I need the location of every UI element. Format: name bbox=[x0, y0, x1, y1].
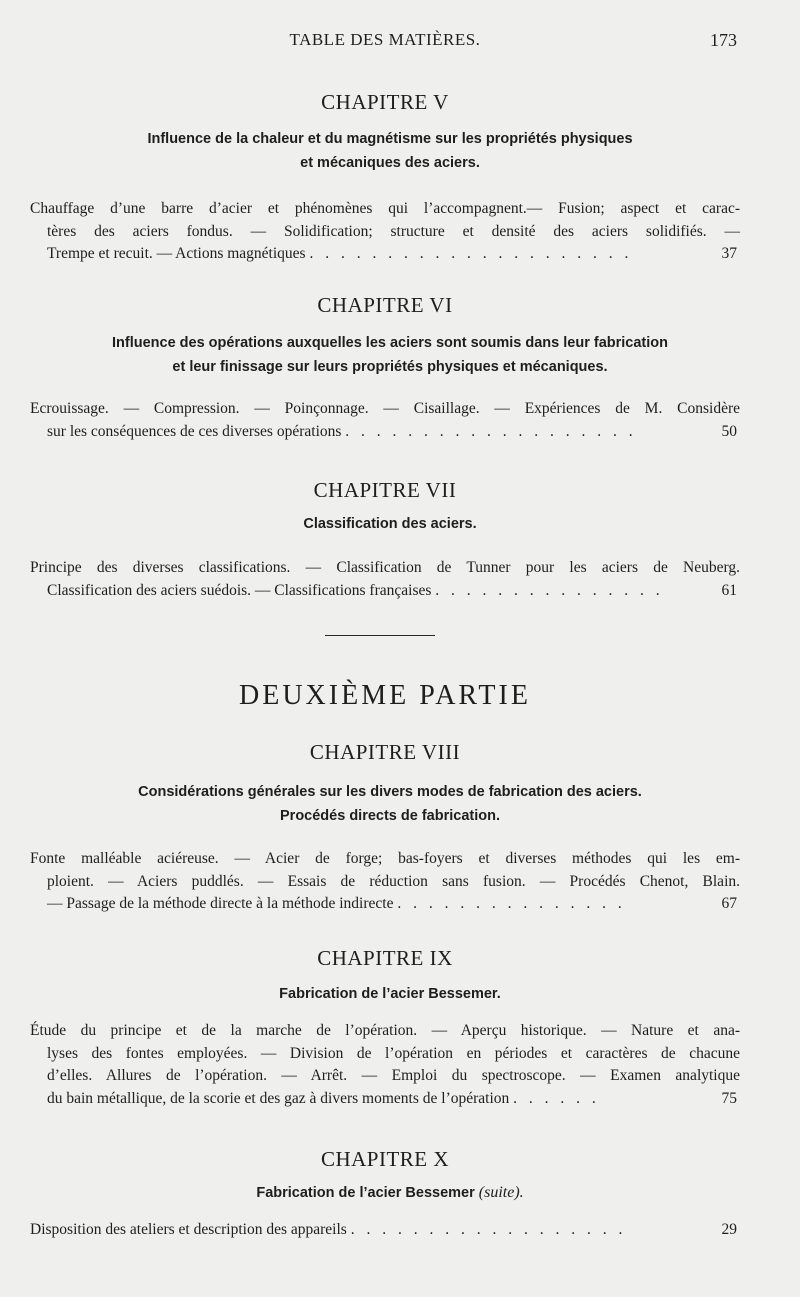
chapter-7-subtitle-line-1: Classification des aciers. bbox=[303, 516, 477, 532]
chapter-5-title: CHAPITRE V bbox=[321, 90, 449, 114]
section-divider bbox=[325, 635, 435, 636]
chapter-8-subtitle bbox=[40, 780, 740, 828]
contents-line: — Passage de la méthode directe à la méthode indirecte bbox=[47, 895, 394, 912]
contents-line-last bbox=[30, 1219, 740, 1242]
chapter-10-subtitle bbox=[40, 1181, 740, 1205]
chapter-5-contents bbox=[30, 198, 740, 266]
contents-line: Étude du principe et de la marche de l’opération. — Aperçu historique. — Nature et ana- bbox=[30, 1022, 740, 1039]
leader-dots: . . . . . . . . . . . . . . . . . . bbox=[350, 1221, 627, 1238]
leader-dots: . . . . . . . . . . . . . . . . . . . bbox=[345, 422, 637, 440]
chapter-5-subtitle bbox=[40, 127, 740, 175]
chapter-6-subtitle bbox=[40, 331, 740, 379]
chapter-7-page-ref: 61 bbox=[721, 581, 737, 599]
contents-line-last bbox=[30, 243, 740, 266]
contents-line: Chauffage d’une barre d’acier et phénomènes qui l’accompagnent.— Fusion; aspect et carac- bbox=[30, 200, 740, 217]
chapter-7-subtitle bbox=[40, 512, 740, 536]
chapter-10-subtitle-suite: (suite). bbox=[478, 1184, 524, 1201]
chapter-8-page-ref: 67 bbox=[721, 895, 737, 912]
leader-dots: . . . . . . . . . . . . . . . bbox=[397, 895, 626, 912]
contents-line: ploient. — Aciers puddlés. — Essais de réduction sans fusion. — Procédés Chenot, Blain. bbox=[47, 872, 740, 890]
contents-line: d’elles. Allures de l’opération. — Arrêt. — Emploi du spectroscope. — Examen analytique bbox=[47, 1067, 740, 1084]
chapter-10-title: CHAPITRE X bbox=[320, 1147, 450, 1171]
contents-line: du bain métallique, de la scorie et des gaz à divers moments de l’opération bbox=[47, 1089, 510, 1107]
contents-line: Fonte malléable aciéreuse. — Acier de forge; bas-foyers et diverses méthodes qui les em- bbox=[30, 850, 740, 867]
running-title: TABLE DES MATIÈRES. bbox=[289, 30, 481, 49]
chapter-8-subtitle-line-1: Considérations générales sur les divers modes de fabrication des aciers. bbox=[138, 784, 642, 800]
chapter-10-contents bbox=[30, 1219, 740, 1242]
chapter-6-page-ref: 50 bbox=[721, 422, 737, 440]
chapter-9-contents bbox=[30, 1020, 740, 1110]
page-number: 173 bbox=[710, 30, 737, 50]
chapter-8-title: CHAPITRE VIII bbox=[309, 740, 461, 764]
chapter-5-subtitle-line-1: Influence de la chaleur et du magnétisme sur les propriétés physiques bbox=[147, 131, 633, 147]
chapter-7-title: CHAPITRE VII bbox=[313, 478, 457, 502]
contents-line: sur les conséquences de ces diverses opérations bbox=[47, 422, 342, 440]
chapter-10-subtitle-text: Fabrication de l’acier Bessemer bbox=[256, 1185, 475, 1201]
part-2-title: DEUXIÈME PARTIE bbox=[239, 680, 531, 711]
chapter-5-subtitle-line-2: et mécaniques des aciers. bbox=[300, 155, 480, 171]
chapter-9-subtitle-line-1: Fabrication de l’acier Bessemer. bbox=[279, 986, 501, 1002]
chapter-10-subtitle-line-1 bbox=[40, 1181, 740, 1205]
contents-line-last bbox=[30, 421, 740, 444]
chapter-5-page-ref: 37 bbox=[721, 245, 737, 262]
chapter-7-contents bbox=[30, 557, 740, 602]
chapter-9-title: CHAPITRE IX bbox=[317, 946, 453, 970]
chapter-9-subtitle bbox=[40, 982, 740, 1006]
chapter-8-subtitle-line-2: Procédés directs de fabrication. bbox=[280, 808, 500, 824]
contents-line: Disposition des ateliers et description des appareils bbox=[30, 1221, 347, 1238]
contents-line-last bbox=[30, 580, 740, 603]
chapter-6-contents bbox=[30, 398, 740, 443]
contents-line: tères des aciers fondus. — Solidification; structure et densité des aciers solidifiés. — bbox=[47, 222, 740, 240]
leader-dots: . . . . . . bbox=[513, 1089, 600, 1107]
chapter-9-page-ref: 75 bbox=[721, 1089, 737, 1107]
contents-line: Principe des diverses classifications. — Classification de Tunner pour les aciers de Neuberg. bbox=[30, 559, 740, 576]
leader-dots: . . . . . . . . . . . . . . . . . . . . . bbox=[309, 245, 633, 262]
chapter-6-subtitle-line-2: et leur finissage sur leurs propriétés physiques et mécaniques. bbox=[172, 359, 608, 375]
contents-line-last bbox=[30, 893, 740, 916]
contents-line: lyses des fontes employées. — Division de l’opération en périodes et caractères de chacune bbox=[47, 1044, 740, 1062]
contents-line: Ecrouissage. — Compression. — Poinçonnage. — Cisaillage. — Expériences de M. Considère bbox=[30, 400, 740, 417]
leader-dots: . . . . . . . . . . . . . . . bbox=[435, 581, 664, 599]
chapter-10-page-ref: 29 bbox=[721, 1221, 737, 1238]
contents-line: Classification des aciers suédois. — Classifications françaises bbox=[47, 581, 432, 599]
chapter-6-subtitle-line-1: Influence des opérations auxquelles les aciers sont soumis dans leur fabrication bbox=[111, 335, 668, 351]
contents-line: Trempe et recuit. — Actions magnétiques bbox=[47, 245, 306, 262]
contents-line-last bbox=[30, 1088, 740, 1111]
chapter-6-title: CHAPITRE VI bbox=[317, 293, 453, 317]
running-head bbox=[0, 30, 800, 54]
chapter-8-contents bbox=[30, 848, 740, 916]
